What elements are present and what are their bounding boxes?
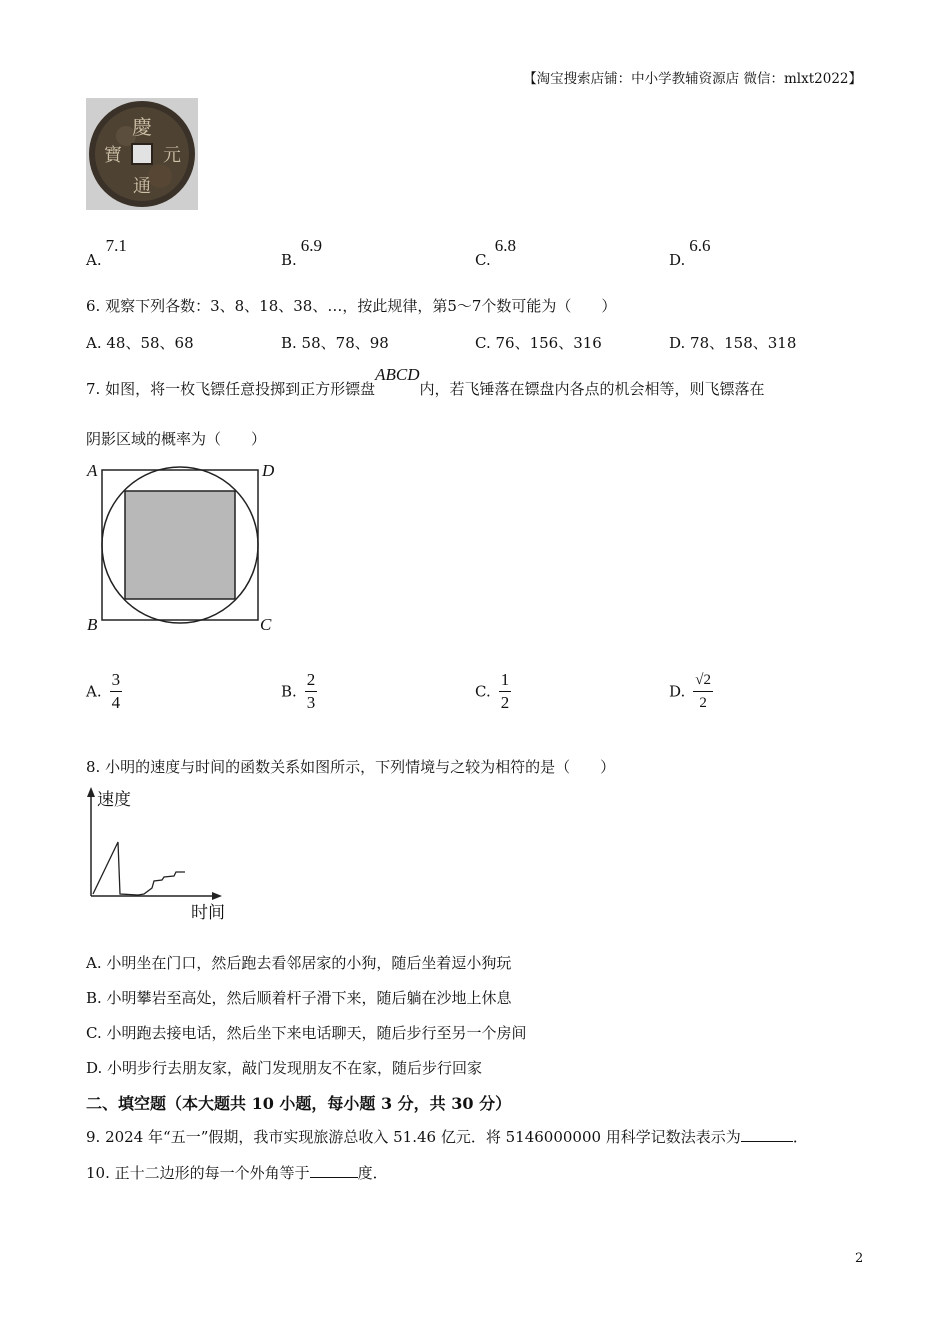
q7-stem-line2: 阴影区域的概率为（ ） [86,430,267,448]
q5-option-d[interactable] [669,236,711,270]
q10 [86,1164,388,1182]
q7-option-b[interactable] [281,671,317,712]
option-letter: C. [475,682,491,701]
q9-text: 9. 2024 年“五一”假期，我市实现旅游总收入 51.46 亿元．将 5146000000 用科学记数法表示为 [86,1128,741,1146]
q10-end: 度． [357,1164,388,1182]
numerator: √2 [693,671,713,692]
coin-photo [86,98,198,210]
option-letter: A. [86,251,102,269]
header-note: 【淘宝搜索店铺：中小学教辅资源店 微信：mlxt2022】 [523,71,862,87]
x-axis-label: 时间 [191,903,225,923]
coin-char-right: 元 [163,145,181,166]
q10-text: 10. 正十二边形的每一个外角等于 [86,1164,310,1182]
section-title: 二、填空题（本大题共 10 小题，每小题 3 分，共 30 分） [86,1094,512,1113]
option-letter: A. [86,682,102,701]
q8-graph [84,784,244,926]
option-value: 6.9 [300,236,323,255]
q5-option-b[interactable] [281,236,323,270]
q8-stem: 8. 小明的速度与时间的函数关系如图所示，下列情境与之较为相符的是（ ） [86,758,616,776]
q8-option-b[interactable]: B. 小明攀岩至高处，然后顺着杆子滑下来，随后躺在沙地上休息 [86,989,512,1007]
q5-option-a[interactable] [86,236,127,270]
x-axis-arrow [212,892,222,900]
q7-stem-part1: 7. 如图，将一枚飞镖任意投掷到正方形镖盘 [86,380,376,398]
option-letter: C. [475,251,491,269]
q7-stem-part2: 内，若飞锤落在镖盘内各点的机会相等，则飞镖落在 [419,380,765,398]
speed-curve [93,842,185,895]
q6-option-d[interactable]: D. 78、158、318 [669,334,797,352]
coin-illustration [86,98,198,210]
denominator: 3 [306,693,316,712]
y-axis-arrow [87,787,95,797]
q9-answer-blank[interactable] [741,1129,793,1142]
numerator: 2 [305,671,318,692]
q8-option-a[interactable]: A. 小明坐在门口，然后跑去看邻居家的小狗，随后坐着逗小狗玩 [86,954,512,972]
q5-option-c[interactable] [475,236,516,270]
denominator: 2 [500,693,510,712]
label-d: D [262,461,275,480]
fraction [110,671,123,712]
option-letter: B. [281,251,297,269]
q8-option-c[interactable]: C. 小明跑去接电话，然后坐下来电话聊天，随后步行至另一个房间 [86,1024,527,1042]
denominator: 2 [699,695,707,711]
option-letter: D. [669,682,686,701]
q7-option-a[interactable] [86,671,122,712]
q7-option-c[interactable] [475,671,511,712]
fraction [499,671,512,712]
coin-char-top: 慶 [132,115,152,139]
y-axis-label: 速度 [97,790,131,810]
q7-stem [86,365,765,398]
option-value: 7.1 [105,236,127,255]
coin-hole [132,144,152,164]
page-number: 2 [855,1251,864,1266]
option-value: 6.6 [689,236,711,255]
fraction [693,671,713,712]
coin-char-bottom: 通 [133,176,151,197]
coin-char-left: 寶 [104,145,122,166]
q7-abcd: ABCD [375,365,420,384]
option-letter: B. [281,682,297,701]
q6-option-c[interactable]: C. 76、156、316 [475,334,602,352]
q9-end: ． [792,1128,808,1146]
label-a: A [87,461,98,480]
shaded-square [125,491,235,599]
label-b: B [87,615,98,634]
numerator: 1 [499,671,512,692]
fraction [305,671,318,712]
q6-option-b[interactable]: B. 58、78、98 [281,334,389,352]
option-letter: D. [669,251,686,269]
q7-figure [84,458,284,638]
q7-option-d[interactable] [669,671,713,712]
q6-stem: 6. 观察下列各数：3、8、18、38、…，按此规律，第5～7个数可能为（ ） [86,297,617,315]
q10-answer-blank[interactable] [310,1165,358,1178]
denominator: 4 [111,693,121,712]
q6-option-a[interactable]: A. 48、58、68 [86,334,194,352]
option-value: 6.8 [494,236,516,255]
q9 [86,1128,808,1146]
numerator: 3 [110,671,123,692]
q8-option-d[interactable]: D. 小明步行去朋友家，敲门发现朋友不在家，随后步行回家 [86,1059,483,1077]
label-c: C [260,615,272,634]
